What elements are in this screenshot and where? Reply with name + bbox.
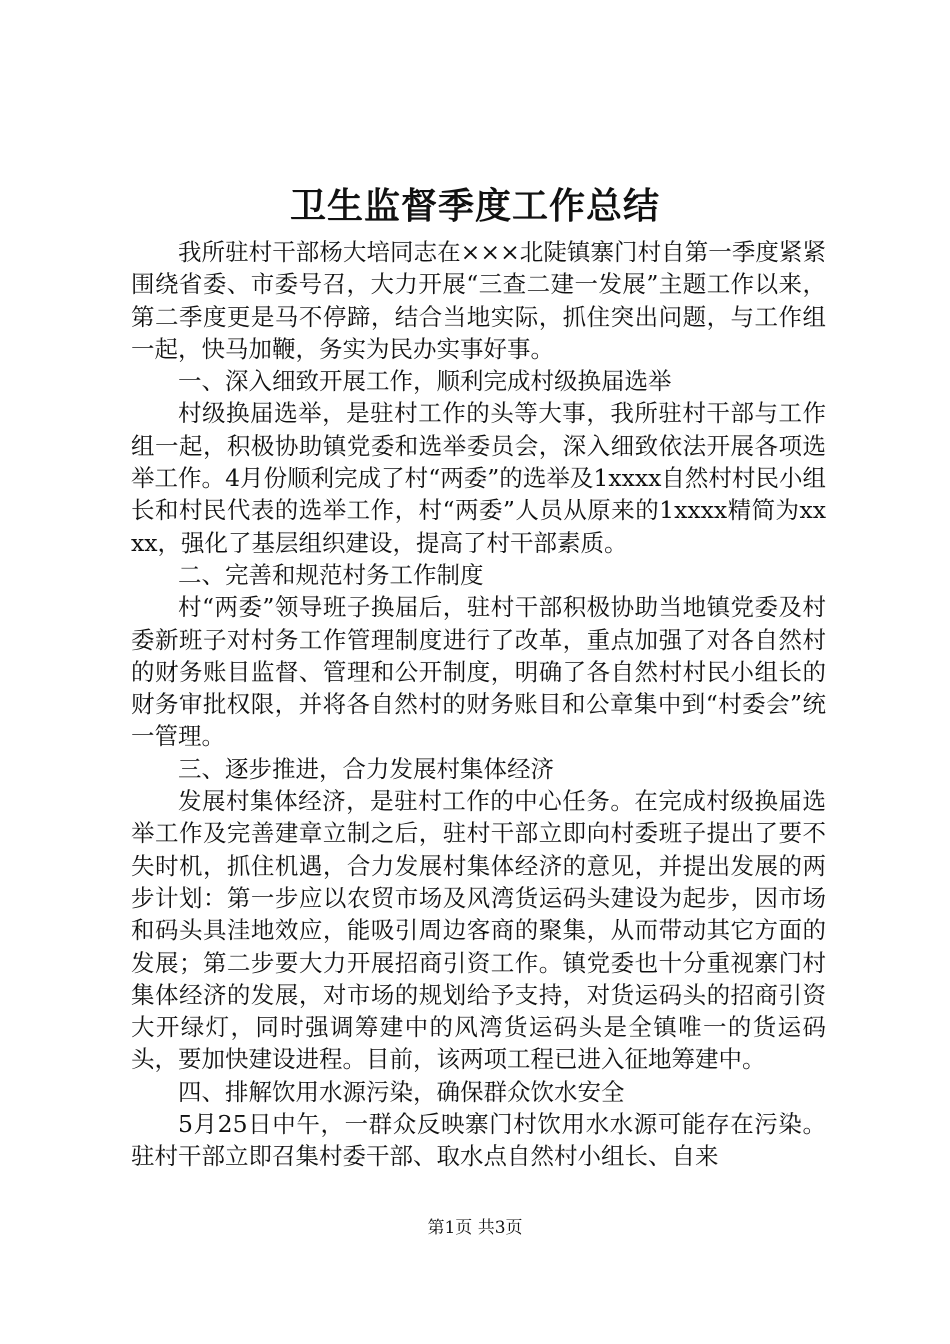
document-title: 卫生监督季度工作总结 — [289, 185, 660, 227]
body-paragraph: 村级换届选举，是驻村工作的头等大事，我所驻村干部与工作组一起，积极协助镇党委和选举委员会，深入细致依法开展各项选举工作。4月份顺利完成了村“两委”的选举及1xxxx自然村村民小组长和村民代表的选举工作，村“两委”人员从原来的1xxxx精简为xxxx，强化了基层组织建设，提高了村干部素质。 — [131, 399, 826, 557]
section-heading: 二、完善和规范村务工作制度 — [178, 560, 484, 589]
body-paragraph: 5月25日中午，一群众反映寨门村饮用水水源可能存在污染。驻村干部立即召集村委干部、取水点自然村小组长、自来 — [131, 1110, 826, 1171]
section-heading: 四、排解饮用水源污染，确保群众饮水安全 — [178, 1077, 625, 1106]
page-footer: 第1页 共3页 — [427, 1218, 523, 1238]
section-heading: 三、逐步推进，合力发展村集体经济 — [178, 754, 554, 783]
body-paragraph: 发展村集体经济，是驻村工作的中心任务。在完成村级换届选举工作及完善建章立制之后，驻村干部立即向村委班子提出了要不失时机，抓住机遇，合力发展村集体经济的意见，并提出发展的两步计划：第一步应以农贸市场及风湾货运码头建设为起步，因市场和码头具洼地效应，能吸引周边客商的聚集，从而带动其它方面的发展；第二步要大力开展招商引资工作。镇党委也十分重视寨门村集体经济的发展，对市场的规划给予支持，对货运码头的招商引资大开绿灯，同时强调筹建中的风湾货运码头是全镇唯一的货运码头，要加快建设进程。目前，该两项工程已进入征地筹建中。 — [131, 787, 826, 1074]
document-body — [131, 236, 826, 1173]
section-heading: 一、深入细致开展工作，顺利完成村级换届选举 — [178, 367, 672, 396]
body-paragraph: 我所驻村干部杨大培同志在×××北陡镇寨门村自第一季度紧紧围绕省委、市委号召，大力开展“三查二建一发展”主题工作以来，第二季度更是马不停蹄，结合当地实际，抓住突出问题，与工作组一起，快马加鞭，务实为民办实事好事。 — [131, 238, 826, 363]
body-paragraph: 村“两委”领导班子换届后，驻村干部积极协助当地镇党委及村委新班子对村务工作管理制度进行了改革，重点加强了对各自然村的财务账目监督、管理和公开制度，明确了各自然村村民小组长的财务审批权限，并将各自然村的财务账目和公章集中到“村委会”统一管理。 — [131, 593, 826, 751]
